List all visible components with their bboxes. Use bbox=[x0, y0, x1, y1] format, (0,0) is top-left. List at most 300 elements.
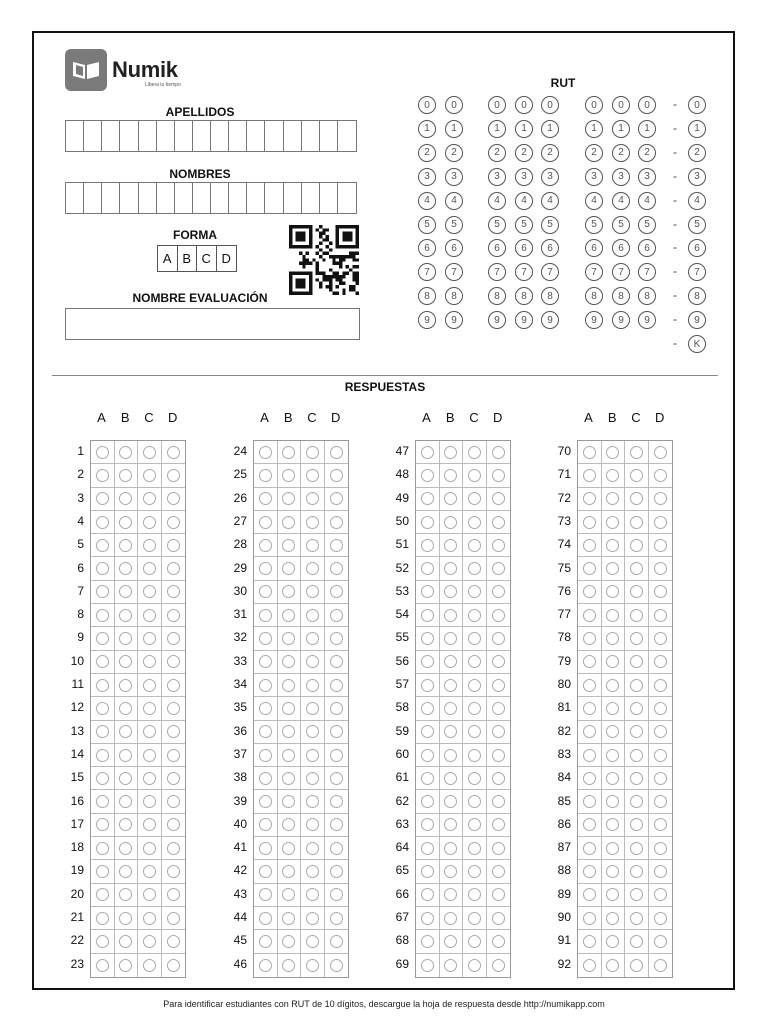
rut-digit-bubble[interactable]: 0 bbox=[638, 96, 656, 114]
answer-bubble[interactable] bbox=[583, 516, 596, 529]
answer-bubble[interactable] bbox=[444, 632, 457, 645]
answer-bubble[interactable] bbox=[167, 539, 180, 552]
answer-bubble[interactable] bbox=[606, 772, 619, 785]
answer-bubble[interactable] bbox=[96, 655, 109, 668]
char-box[interactable] bbox=[102, 183, 120, 213]
answer-bubble[interactable] bbox=[606, 795, 619, 808]
answer-bubble[interactable] bbox=[306, 539, 319, 552]
answer-bubble[interactable] bbox=[119, 749, 132, 762]
answer-bubble[interactable] bbox=[259, 585, 272, 598]
rut-digit-bubble[interactable]: 8 bbox=[488, 287, 506, 305]
answer-bubble[interactable] bbox=[96, 795, 109, 808]
answer-bubble[interactable] bbox=[654, 772, 667, 785]
answer-bubble[interactable] bbox=[583, 842, 596, 855]
answer-bubble[interactable] bbox=[492, 679, 505, 692]
answer-bubble[interactable] bbox=[282, 469, 295, 482]
answer-bubble[interactable] bbox=[259, 772, 272, 785]
answer-bubble[interactable] bbox=[282, 562, 295, 575]
answer-bubble[interactable] bbox=[143, 702, 156, 715]
answer-bubble[interactable] bbox=[330, 702, 343, 715]
answer-bubble[interactable] bbox=[654, 795, 667, 808]
rut-digit-bubble[interactable]: 7 bbox=[445, 263, 463, 281]
rut-digit-bubble[interactable]: 8 bbox=[612, 287, 630, 305]
answer-bubble[interactable] bbox=[583, 959, 596, 972]
answer-bubble[interactable] bbox=[444, 539, 457, 552]
answer-bubble[interactable] bbox=[468, 935, 481, 948]
rut-digit-bubble[interactable]: 3 bbox=[515, 168, 533, 186]
char-box[interactable] bbox=[338, 121, 356, 151]
answer-bubble[interactable] bbox=[444, 842, 457, 855]
answer-bubble[interactable] bbox=[306, 795, 319, 808]
rut-digit-bubble[interactable]: 1 bbox=[612, 120, 630, 138]
char-box[interactable] bbox=[302, 183, 320, 213]
char-box[interactable] bbox=[211, 183, 229, 213]
answer-bubble[interactable] bbox=[143, 679, 156, 692]
rut-digit-bubble[interactable]: 5 bbox=[688, 216, 706, 234]
char-box[interactable] bbox=[284, 121, 302, 151]
answer-bubble[interactable] bbox=[119, 772, 132, 785]
answer-bubble[interactable] bbox=[606, 469, 619, 482]
answer-bubble[interactable] bbox=[330, 888, 343, 901]
answer-bubble[interactable] bbox=[143, 912, 156, 925]
answer-bubble[interactable] bbox=[654, 818, 667, 831]
answer-bubble[interactable] bbox=[654, 562, 667, 575]
answer-bubble[interactable] bbox=[468, 562, 481, 575]
answer-bubble[interactable] bbox=[330, 469, 343, 482]
rut-digit-bubble[interactable]: 2 bbox=[515, 144, 533, 162]
answer-bubble[interactable] bbox=[630, 702, 643, 715]
answer-bubble[interactable] bbox=[259, 632, 272, 645]
rut-digit-bubble[interactable]: 7 bbox=[515, 263, 533, 281]
answer-bubble[interactable] bbox=[630, 539, 643, 552]
char-box[interactable] bbox=[66, 183, 84, 213]
answer-bubble[interactable] bbox=[282, 655, 295, 668]
answer-bubble[interactable] bbox=[468, 655, 481, 668]
answer-bubble[interactable] bbox=[259, 679, 272, 692]
answer-bubble[interactable] bbox=[492, 609, 505, 622]
rut-digit-bubble[interactable]: 9 bbox=[418, 311, 436, 329]
answer-bubble[interactable] bbox=[330, 492, 343, 505]
answer-bubble[interactable] bbox=[167, 959, 180, 972]
answer-bubble[interactable] bbox=[606, 959, 619, 972]
rut-digit-bubble[interactable]: 1 bbox=[488, 120, 506, 138]
answer-bubble[interactable] bbox=[606, 562, 619, 575]
answer-bubble[interactable] bbox=[282, 539, 295, 552]
answer-bubble[interactable] bbox=[444, 888, 457, 901]
rut-digit-bubble[interactable]: 0 bbox=[585, 96, 603, 114]
answer-bubble[interactable] bbox=[306, 888, 319, 901]
answer-bubble[interactable] bbox=[606, 609, 619, 622]
answer-bubble[interactable] bbox=[96, 562, 109, 575]
rut-digit-bubble[interactable]: 7 bbox=[488, 263, 506, 281]
char-box[interactable] bbox=[247, 121, 265, 151]
answer-bubble[interactable] bbox=[583, 679, 596, 692]
answer-bubble[interactable] bbox=[96, 516, 109, 529]
rut-digit-bubble[interactable]: 9 bbox=[445, 311, 463, 329]
rut-digit-bubble[interactable]: 7 bbox=[585, 263, 603, 281]
rut-digit-bubble[interactable]: 0 bbox=[488, 96, 506, 114]
answer-bubble[interactable] bbox=[330, 516, 343, 529]
answer-bubble[interactable] bbox=[492, 795, 505, 808]
answer-bubble[interactable] bbox=[468, 842, 481, 855]
answer-bubble[interactable] bbox=[630, 842, 643, 855]
answer-bubble[interactable] bbox=[259, 888, 272, 901]
rut-digit-bubble[interactable]: 9 bbox=[515, 311, 533, 329]
char-box[interactable] bbox=[139, 121, 157, 151]
answer-bubble[interactable] bbox=[492, 818, 505, 831]
answer-bubble[interactable] bbox=[630, 959, 643, 972]
answer-bubble[interactable] bbox=[606, 935, 619, 948]
evaluacion-field[interactable] bbox=[65, 308, 360, 340]
answer-bubble[interactable] bbox=[654, 609, 667, 622]
answer-bubble[interactable] bbox=[468, 749, 481, 762]
rut-digit-bubble[interactable]: 8 bbox=[638, 287, 656, 305]
answer-bubble[interactable] bbox=[167, 516, 180, 529]
answer-bubble[interactable] bbox=[330, 795, 343, 808]
answer-bubble[interactable] bbox=[167, 469, 180, 482]
char-box[interactable] bbox=[157, 121, 175, 151]
rut-digit-bubble[interactable]: 1 bbox=[688, 120, 706, 138]
answer-bubble[interactable] bbox=[492, 469, 505, 482]
answer-bubble[interactable] bbox=[654, 725, 667, 738]
answer-bubble[interactable] bbox=[119, 725, 132, 738]
forma-option-b[interactable]: B bbox=[178, 246, 198, 271]
answer-bubble[interactable] bbox=[492, 865, 505, 878]
answer-bubble[interactable] bbox=[606, 632, 619, 645]
answer-bubble[interactable] bbox=[444, 655, 457, 668]
rut-digit-bubble[interactable]: 1 bbox=[515, 120, 533, 138]
answer-bubble[interactable] bbox=[654, 702, 667, 715]
rut-digit-bubble[interactable]: 1 bbox=[585, 120, 603, 138]
rut-digit-bubble[interactable]: 2 bbox=[541, 144, 559, 162]
answer-bubble[interactable] bbox=[143, 492, 156, 505]
answer-bubble[interactable] bbox=[143, 725, 156, 738]
answer-bubble[interactable] bbox=[259, 959, 272, 972]
answer-bubble[interactable] bbox=[282, 632, 295, 645]
answer-bubble[interactable] bbox=[306, 679, 319, 692]
answer-bubble[interactable] bbox=[282, 679, 295, 692]
answer-bubble[interactable] bbox=[96, 609, 109, 622]
rut-digit-bubble[interactable]: 3 bbox=[638, 168, 656, 186]
answer-bubble[interactable] bbox=[119, 865, 132, 878]
answer-bubble[interactable] bbox=[654, 865, 667, 878]
rut-digit-bubble[interactable]: 8 bbox=[418, 287, 436, 305]
answer-bubble[interactable] bbox=[330, 865, 343, 878]
answer-bubble[interactable] bbox=[444, 562, 457, 575]
answer-bubble[interactable] bbox=[630, 888, 643, 901]
answer-bubble[interactable] bbox=[606, 585, 619, 598]
rut-digit-bubble[interactable]: 3 bbox=[445, 168, 463, 186]
answer-bubble[interactable] bbox=[606, 749, 619, 762]
answer-bubble[interactable] bbox=[330, 912, 343, 925]
answer-bubble[interactable] bbox=[606, 516, 619, 529]
answer-bubble[interactable] bbox=[468, 632, 481, 645]
answer-bubble[interactable] bbox=[630, 609, 643, 622]
forma-option-c[interactable]: C bbox=[197, 246, 217, 271]
answer-bubble[interactable] bbox=[282, 795, 295, 808]
answer-bubble[interactable] bbox=[119, 585, 132, 598]
answer-bubble[interactable] bbox=[468, 912, 481, 925]
answer-bubble[interactable] bbox=[654, 516, 667, 529]
answer-bubble[interactable] bbox=[444, 772, 457, 785]
answer-bubble[interactable] bbox=[654, 679, 667, 692]
answer-bubble[interactable] bbox=[492, 959, 505, 972]
answer-bubble[interactable] bbox=[606, 655, 619, 668]
rut-digit-bubble[interactable]: 0 bbox=[688, 96, 706, 114]
answer-bubble[interactable] bbox=[143, 749, 156, 762]
char-box[interactable] bbox=[102, 121, 120, 151]
answer-bubble[interactable] bbox=[306, 585, 319, 598]
answer-bubble[interactable] bbox=[606, 842, 619, 855]
answer-bubble[interactable] bbox=[630, 912, 643, 925]
answer-bubble[interactable] bbox=[259, 935, 272, 948]
answer-bubble[interactable] bbox=[167, 795, 180, 808]
answer-bubble[interactable] bbox=[468, 585, 481, 598]
char-box[interactable] bbox=[175, 183, 193, 213]
answer-bubble[interactable] bbox=[306, 446, 319, 459]
rut-digit-bubble[interactable]: 5 bbox=[418, 216, 436, 234]
answer-bubble[interactable] bbox=[654, 749, 667, 762]
rut-digit-bubble[interactable]: 4 bbox=[638, 192, 656, 210]
rut-digit-bubble[interactable]: 6 bbox=[418, 239, 436, 257]
answer-bubble[interactable] bbox=[330, 935, 343, 948]
answer-bubble[interactable] bbox=[259, 562, 272, 575]
answer-bubble[interactable] bbox=[468, 959, 481, 972]
answer-bubble[interactable] bbox=[330, 679, 343, 692]
answer-bubble[interactable] bbox=[468, 795, 481, 808]
rut-digit-bubble[interactable]: 1 bbox=[638, 120, 656, 138]
answer-bubble[interactable] bbox=[583, 772, 596, 785]
answer-bubble[interactable] bbox=[583, 795, 596, 808]
answer-bubble[interactable] bbox=[330, 609, 343, 622]
answer-bubble[interactable] bbox=[143, 632, 156, 645]
rut-digit-bubble[interactable]: 0 bbox=[541, 96, 559, 114]
answer-bubble[interactable] bbox=[167, 585, 180, 598]
answer-bubble[interactable] bbox=[330, 772, 343, 785]
answer-bubble[interactable] bbox=[96, 959, 109, 972]
rut-digit-bubble[interactable]: 6 bbox=[585, 239, 603, 257]
answer-bubble[interactable] bbox=[96, 935, 109, 948]
char-box[interactable] bbox=[139, 183, 157, 213]
rut-digit-bubble[interactable]: 3 bbox=[612, 168, 630, 186]
answer-bubble[interactable] bbox=[421, 772, 434, 785]
rut-digit-bubble[interactable]: 6 bbox=[638, 239, 656, 257]
answer-bubble[interactable] bbox=[167, 935, 180, 948]
answer-bubble[interactable] bbox=[421, 935, 434, 948]
answer-bubble[interactable] bbox=[654, 539, 667, 552]
char-box[interactable] bbox=[157, 183, 175, 213]
answer-bubble[interactable] bbox=[306, 818, 319, 831]
answer-bubble[interactable] bbox=[282, 818, 295, 831]
rut-digit-bubble[interactable]: 1 bbox=[445, 120, 463, 138]
answer-bubble[interactable] bbox=[306, 842, 319, 855]
answer-bubble[interactable] bbox=[492, 935, 505, 948]
answer-bubble[interactable] bbox=[167, 842, 180, 855]
answer-bubble[interactable] bbox=[444, 912, 457, 925]
rut-digit-bubble[interactable]: 3 bbox=[585, 168, 603, 186]
answer-bubble[interactable] bbox=[583, 655, 596, 668]
answer-bubble[interactable] bbox=[492, 516, 505, 529]
answer-bubble[interactable] bbox=[330, 959, 343, 972]
answer-bubble[interactable] bbox=[492, 912, 505, 925]
answer-bubble[interactable] bbox=[606, 888, 619, 901]
answer-bubble[interactable] bbox=[606, 492, 619, 505]
answer-bubble[interactable] bbox=[606, 702, 619, 715]
rut-digit-bubble[interactable]: 9 bbox=[488, 311, 506, 329]
answer-bubble[interactable] bbox=[444, 725, 457, 738]
answer-bubble[interactable] bbox=[654, 912, 667, 925]
answer-bubble[interactable] bbox=[167, 632, 180, 645]
answer-bubble[interactable] bbox=[119, 702, 132, 715]
rut-digit-bubble[interactable]: 7 bbox=[688, 263, 706, 281]
answer-bubble[interactable] bbox=[259, 818, 272, 831]
answer-bubble[interactable] bbox=[468, 492, 481, 505]
answer-bubble[interactable] bbox=[306, 912, 319, 925]
answer-bubble[interactable] bbox=[654, 888, 667, 901]
answer-bubble[interactable] bbox=[96, 469, 109, 482]
answer-bubble[interactable] bbox=[583, 469, 596, 482]
char-box[interactable] bbox=[211, 121, 229, 151]
answer-bubble[interactable] bbox=[306, 772, 319, 785]
answer-bubble[interactable] bbox=[306, 959, 319, 972]
char-box[interactable] bbox=[247, 183, 265, 213]
rut-digit-bubble[interactable]: 6 bbox=[445, 239, 463, 257]
answer-bubble[interactable] bbox=[96, 772, 109, 785]
rut-digit-bubble[interactable]: 1 bbox=[418, 120, 436, 138]
answer-bubble[interactable] bbox=[282, 865, 295, 878]
answer-bubble[interactable] bbox=[583, 446, 596, 459]
char-box[interactable] bbox=[193, 183, 211, 213]
answer-bubble[interactable] bbox=[583, 865, 596, 878]
rut-digit-bubble[interactable]: 9 bbox=[585, 311, 603, 329]
char-box[interactable] bbox=[229, 121, 247, 151]
answer-bubble[interactable] bbox=[630, 469, 643, 482]
answer-bubble[interactable] bbox=[259, 702, 272, 715]
answer-bubble[interactable] bbox=[306, 725, 319, 738]
answer-bubble[interactable] bbox=[583, 562, 596, 575]
rut-digit-bubble[interactable]: 5 bbox=[612, 216, 630, 234]
answer-bubble[interactable] bbox=[630, 772, 643, 785]
answer-bubble[interactable] bbox=[167, 609, 180, 622]
answer-bubble[interactable] bbox=[444, 609, 457, 622]
rut-digit-bubble[interactable]: 3 bbox=[541, 168, 559, 186]
answer-bubble[interactable] bbox=[167, 865, 180, 878]
answer-bubble[interactable] bbox=[306, 749, 319, 762]
char-box[interactable] bbox=[120, 183, 138, 213]
answer-bubble[interactable] bbox=[630, 516, 643, 529]
answer-bubble[interactable] bbox=[583, 888, 596, 901]
answer-bubble[interactable] bbox=[421, 516, 434, 529]
answer-bubble[interactable] bbox=[421, 725, 434, 738]
answer-bubble[interactable] bbox=[492, 539, 505, 552]
answer-bubble[interactable] bbox=[143, 772, 156, 785]
answer-bubble[interactable] bbox=[282, 912, 295, 925]
answer-bubble[interactable] bbox=[143, 585, 156, 598]
answer-bubble[interactable] bbox=[119, 446, 132, 459]
answer-bubble[interactable] bbox=[630, 865, 643, 878]
rut-digit-bubble[interactable]: 0 bbox=[515, 96, 533, 114]
answer-bubble[interactable] bbox=[306, 935, 319, 948]
answer-bubble[interactable] bbox=[468, 679, 481, 692]
answer-bubble[interactable] bbox=[330, 725, 343, 738]
rut-digit-bubble[interactable]: 4 bbox=[515, 192, 533, 210]
answer-bubble[interactable] bbox=[96, 912, 109, 925]
rut-digit-bubble[interactable]: 9 bbox=[541, 311, 559, 329]
answer-bubble[interactable] bbox=[143, 516, 156, 529]
answer-bubble[interactable] bbox=[119, 679, 132, 692]
answer-bubble[interactable] bbox=[492, 888, 505, 901]
answer-bubble[interactable] bbox=[492, 655, 505, 668]
answer-bubble[interactable] bbox=[630, 446, 643, 459]
answer-bubble[interactable] bbox=[167, 562, 180, 575]
answer-bubble[interactable] bbox=[444, 516, 457, 529]
rut-digit-bubble[interactable]: 8 bbox=[541, 287, 559, 305]
char-box[interactable] bbox=[265, 183, 283, 213]
answer-bubble[interactable] bbox=[630, 795, 643, 808]
answer-bubble[interactable] bbox=[492, 585, 505, 598]
rut-digit-bubble[interactable]: 4 bbox=[445, 192, 463, 210]
answer-bubble[interactable] bbox=[96, 539, 109, 552]
answer-bubble[interactable] bbox=[282, 446, 295, 459]
answer-bubble[interactable] bbox=[282, 725, 295, 738]
answer-bubble[interactable] bbox=[421, 818, 434, 831]
answer-bubble[interactable] bbox=[492, 749, 505, 762]
answer-bubble[interactable] bbox=[282, 959, 295, 972]
answer-bubble[interactable] bbox=[421, 632, 434, 645]
answer-bubble[interactable] bbox=[282, 772, 295, 785]
answer-bubble[interactable] bbox=[468, 888, 481, 901]
answer-bubble[interactable] bbox=[421, 865, 434, 878]
rut-digit-bubble[interactable]: 4 bbox=[488, 192, 506, 210]
rut-digit-bubble[interactable]: 8 bbox=[515, 287, 533, 305]
answer-bubble[interactable] bbox=[259, 842, 272, 855]
answer-bubble[interactable] bbox=[306, 632, 319, 645]
answer-bubble[interactable] bbox=[259, 469, 272, 482]
answer-bubble[interactable] bbox=[421, 446, 434, 459]
answer-bubble[interactable] bbox=[468, 865, 481, 878]
answer-bubble[interactable] bbox=[143, 818, 156, 831]
answer-bubble[interactable] bbox=[330, 818, 343, 831]
answer-bubble[interactable] bbox=[330, 632, 343, 645]
answer-bubble[interactable] bbox=[167, 679, 180, 692]
answer-bubble[interactable] bbox=[119, 469, 132, 482]
rut-digit-bubble[interactable]: 2 bbox=[418, 144, 436, 162]
rut-digit-bubble[interactable]: 9 bbox=[612, 311, 630, 329]
answer-bubble[interactable] bbox=[167, 772, 180, 785]
answer-bubble[interactable] bbox=[630, 935, 643, 948]
rut-digit-bubble[interactable]: 6 bbox=[612, 239, 630, 257]
answer-bubble[interactable] bbox=[630, 725, 643, 738]
forma-option-a[interactable]: A bbox=[158, 246, 178, 271]
answer-bubble[interactable] bbox=[330, 585, 343, 598]
answer-bubble[interactable] bbox=[167, 446, 180, 459]
answer-bubble[interactable] bbox=[96, 749, 109, 762]
answer-bubble[interactable] bbox=[143, 539, 156, 552]
answer-bubble[interactable] bbox=[96, 842, 109, 855]
answer-bubble[interactable] bbox=[583, 632, 596, 645]
answer-bubble[interactable] bbox=[119, 818, 132, 831]
answer-bubble[interactable] bbox=[492, 725, 505, 738]
rut-digit-bubble[interactable]: 7 bbox=[612, 263, 630, 281]
answer-bubble[interactable] bbox=[96, 679, 109, 692]
answer-bubble[interactable] bbox=[282, 749, 295, 762]
answer-bubble[interactable] bbox=[492, 446, 505, 459]
rut-digit-bubble[interactable]: 9 bbox=[638, 311, 656, 329]
answer-bubble[interactable] bbox=[654, 585, 667, 598]
answer-bubble[interactable] bbox=[96, 492, 109, 505]
answer-bubble[interactable] bbox=[282, 609, 295, 622]
rut-digit-bubble[interactable]: 1 bbox=[541, 120, 559, 138]
